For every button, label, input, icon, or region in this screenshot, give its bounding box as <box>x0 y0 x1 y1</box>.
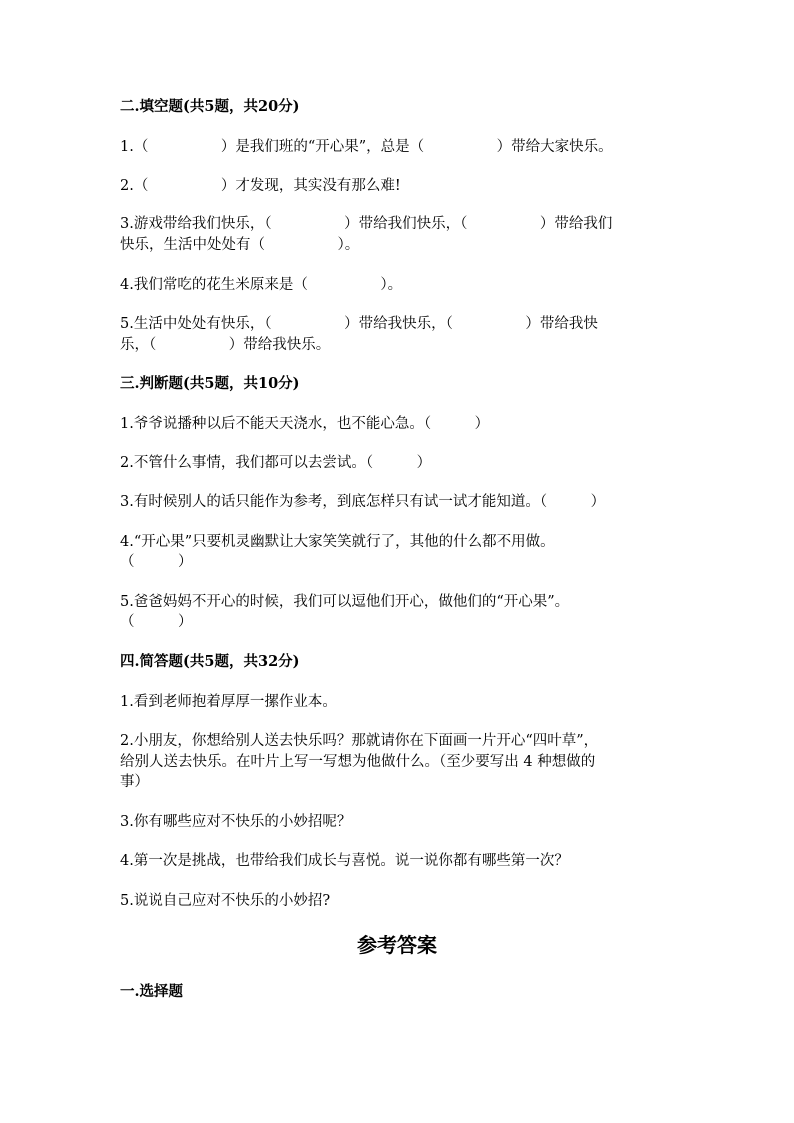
section3-question-1: 1.爷爷说播种以后不能天天浇水，也不能心急。（ ） <box>120 416 490 432</box>
section2-question-2: 2.（ ）才发现，其实没有那么难! <box>120 178 401 194</box>
section3-question-3: 3.有时候别人的话只能作为参考，到底怎样只有试一试才能知道。（ ） <box>120 494 606 510</box>
section4-question-3: 3.你有哪些应对不快乐的小妙招呢？ <box>120 814 352 830</box>
section2-question-5-line2: 乐，（ ）带给我快乐。 <box>120 337 331 353</box>
section3-question-4-line1: 4.“开心果”只要机灵幽默让大家笑笑就行了，其他的什么都不用做。 <box>120 534 555 550</box>
section3-question-2: 2.不管什么事情，我们都可以去尝试。（ ） <box>120 455 432 471</box>
section2-question-5-line1: 5.生活中处处有快乐，（ ）带给我快乐，（ ）带给我快 <box>120 316 598 332</box>
answers-section1-heading: 一.选择题 <box>120 983 184 1000</box>
answers-title: 参考答案 <box>357 933 437 957</box>
section3-question-5-line1: 5.爸爸妈妈不开心的时候，我们可以逗他们开心，做他们的“开心果”。 <box>120 594 570 610</box>
section4-question-1: 1.看到老师抱着厚厚一摞作业本。 <box>120 694 337 710</box>
section4-heading: 四.简答题(共5题，共32分) <box>120 653 300 670</box>
section2-heading: 二.填空题(共5题，共20分) <box>120 98 300 115</box>
section3-heading: 三.判断题(共5题，共10分) <box>120 375 300 392</box>
section4-question-2-line1: 2.小朋友，你想给别人送去快乐吗？那就请你在下面画一片开心“四叶草”， <box>120 733 599 749</box>
section3-question-5-line2: （ ） <box>120 614 193 630</box>
section2-question-3-line1: 3.游戏带给我们快乐，（ ）带给我们快乐，（ ）带给我们 <box>120 216 613 232</box>
section2-question-3-line2: 快乐，生活中处处有（ ）。 <box>120 237 360 253</box>
section4-question-2-line2: 给别人送去快乐。在叶片上写一写想为他做什么。（至少要写出 4 种想做的 <box>120 754 596 770</box>
section4-question-2-line3: 事） <box>120 774 149 790</box>
section3-question-4-line2: （ ） <box>120 554 193 570</box>
section4-question-5: 5.说说自己应对不快乐的小妙招? <box>120 893 331 909</box>
section2-question-4: 4.我们常吃的花生米原来是（ ）。 <box>120 277 403 293</box>
section4-question-4: 4.第一次是挑战，也带给我们成长与喜悦。说一说你都有哪些第一次？ <box>120 853 569 869</box>
section2-question-1: 1.（ ）是我们班的“开心果”，总是（ ）带给大家快乐。 <box>120 139 613 155</box>
